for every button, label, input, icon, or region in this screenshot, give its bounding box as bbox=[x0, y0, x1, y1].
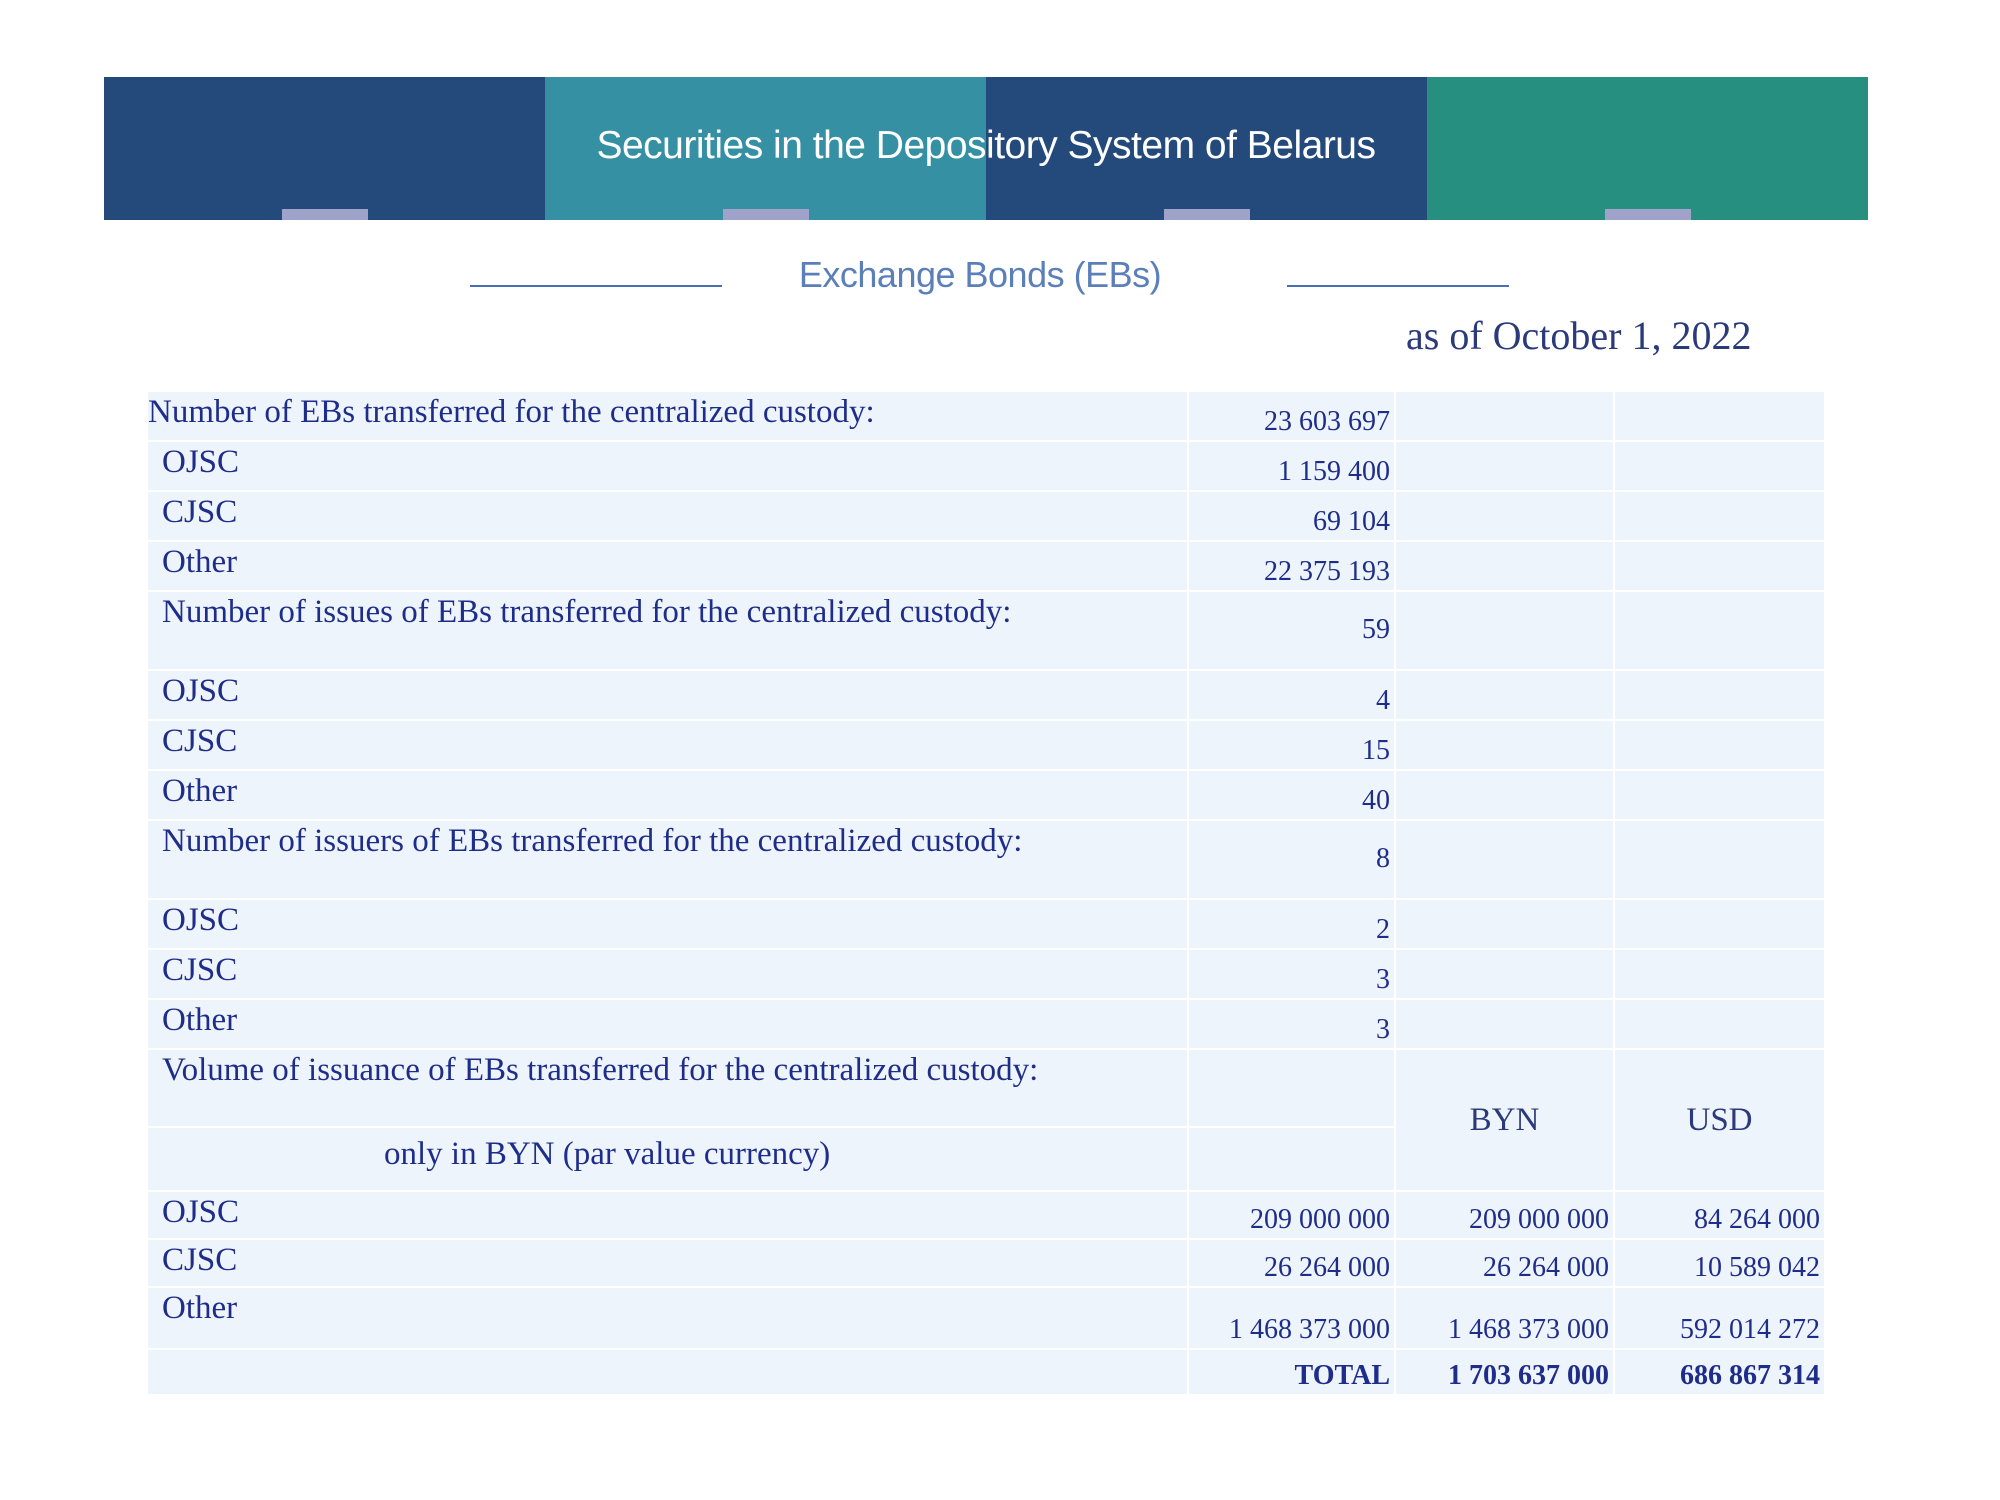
empty-cell bbox=[1615, 721, 1824, 769]
row-value: 3 bbox=[1189, 950, 1394, 998]
row-value-usd: 84 264 000 bbox=[1615, 1192, 1824, 1238]
row-value-byn: 26 264 000 bbox=[1396, 1240, 1613, 1286]
row-value: 69 104 bbox=[1189, 492, 1394, 540]
empty-cell bbox=[1396, 721, 1613, 769]
row-value: 23 603 697 bbox=[1189, 392, 1394, 440]
banner-tab bbox=[1605, 209, 1691, 220]
empty-cell bbox=[1615, 671, 1824, 719]
currency-usd-header: USD bbox=[1615, 1050, 1824, 1190]
banner-tab bbox=[723, 209, 809, 220]
row-label: Number of issuers of EBs transferred for the centralized custody: bbox=[148, 821, 1187, 898]
row-value: 3 bbox=[1189, 1000, 1394, 1048]
row-value: 22 375 193 bbox=[1189, 542, 1394, 590]
empty-cell bbox=[1396, 771, 1613, 819]
row-value: 209 000 000 bbox=[1189, 1192, 1394, 1238]
empty-cell bbox=[1396, 592, 1613, 669]
empty-cell bbox=[1615, 392, 1824, 440]
volume-sublabel: only in BYN (par value currency) bbox=[148, 1128, 1187, 1190]
row-value: 26 264 000 bbox=[1189, 1240, 1394, 1286]
empty-cell bbox=[1396, 542, 1613, 590]
row-value-usd: 592 014 272 bbox=[1615, 1288, 1824, 1348]
page-title: Securities in the Depository System of Belarus bbox=[596, 124, 1376, 167]
row-label: OJSC bbox=[148, 671, 1187, 719]
empty-cell bbox=[1615, 771, 1824, 819]
empty-cell bbox=[1189, 1128, 1394, 1190]
header-banner bbox=[104, 77, 1868, 220]
empty-cell bbox=[1615, 950, 1824, 998]
row-label: CJSC bbox=[148, 1240, 1187, 1286]
row-value-byn: 209 000 000 bbox=[1396, 1192, 1613, 1238]
row-value: 8 bbox=[1189, 821, 1394, 898]
row-value: 1 468 373 000 bbox=[1189, 1288, 1394, 1348]
empty-cell bbox=[148, 1350, 1187, 1394]
row-label: CJSC bbox=[148, 492, 1187, 540]
total-byn: 1 703 637 000 bbox=[1396, 1350, 1613, 1394]
row-value: 2 bbox=[1189, 900, 1394, 948]
empty-cell bbox=[1615, 442, 1824, 490]
subtitle-rule-right bbox=[1287, 285, 1509, 287]
empty-cell bbox=[1615, 592, 1824, 669]
empty-cell bbox=[1615, 821, 1824, 898]
currency-byn-header: BYN bbox=[1396, 1050, 1613, 1190]
row-label: Other bbox=[148, 1000, 1187, 1048]
empty-cell bbox=[1396, 442, 1613, 490]
empty-cell bbox=[1615, 900, 1824, 948]
banner-tab bbox=[282, 209, 368, 220]
row-label: Other bbox=[148, 771, 1187, 819]
empty-cell bbox=[1615, 492, 1824, 540]
empty-cell bbox=[1396, 900, 1613, 948]
row-label: Other bbox=[148, 1288, 1187, 1348]
row-value-byn: 1 468 373 000 bbox=[1396, 1288, 1613, 1348]
row-label: OJSC bbox=[148, 442, 1187, 490]
securities-table bbox=[148, 392, 1824, 1394]
volume-label: Volume of issuance of EBs transferred for the centralized custody: bbox=[148, 1050, 1187, 1126]
row-value: 15 bbox=[1189, 721, 1394, 769]
row-value-usd: 10 589 042 bbox=[1615, 1240, 1824, 1286]
section-subtitle: Exchange Bonds (EBs) bbox=[798, 254, 1162, 295]
empty-cell bbox=[1396, 492, 1613, 540]
row-label: OJSC bbox=[148, 1192, 1187, 1238]
row-label: OJSC bbox=[148, 900, 1187, 948]
row-value: 40 bbox=[1189, 771, 1394, 819]
empty-cell bbox=[1396, 392, 1613, 440]
empty-cell bbox=[1615, 1000, 1824, 1048]
banner-tab bbox=[1164, 209, 1250, 220]
report-date: as of October 1, 2022 bbox=[1406, 313, 1752, 358]
row-label: CJSC bbox=[148, 721, 1187, 769]
empty-cell bbox=[1396, 950, 1613, 998]
total-usd: 686 867 314 bbox=[1615, 1350, 1824, 1394]
row-value: 4 bbox=[1189, 671, 1394, 719]
row-label: Number of EBs transferred for the centralized custody: bbox=[148, 392, 1187, 440]
empty-cell bbox=[1189, 1050, 1394, 1126]
row-label: Number of issues of EBs transferred for the centralized custody: bbox=[148, 592, 1187, 669]
row-label: Other bbox=[148, 542, 1187, 590]
empty-cell bbox=[1396, 671, 1613, 719]
row-label: CJSC bbox=[148, 950, 1187, 998]
empty-cell bbox=[1396, 821, 1613, 898]
empty-cell bbox=[1396, 1000, 1613, 1048]
row-value: 59 bbox=[1189, 592, 1394, 669]
empty-cell bbox=[1615, 542, 1824, 590]
total-label: TOTAL bbox=[1189, 1350, 1394, 1394]
row-value: 1 159 400 bbox=[1189, 442, 1394, 490]
